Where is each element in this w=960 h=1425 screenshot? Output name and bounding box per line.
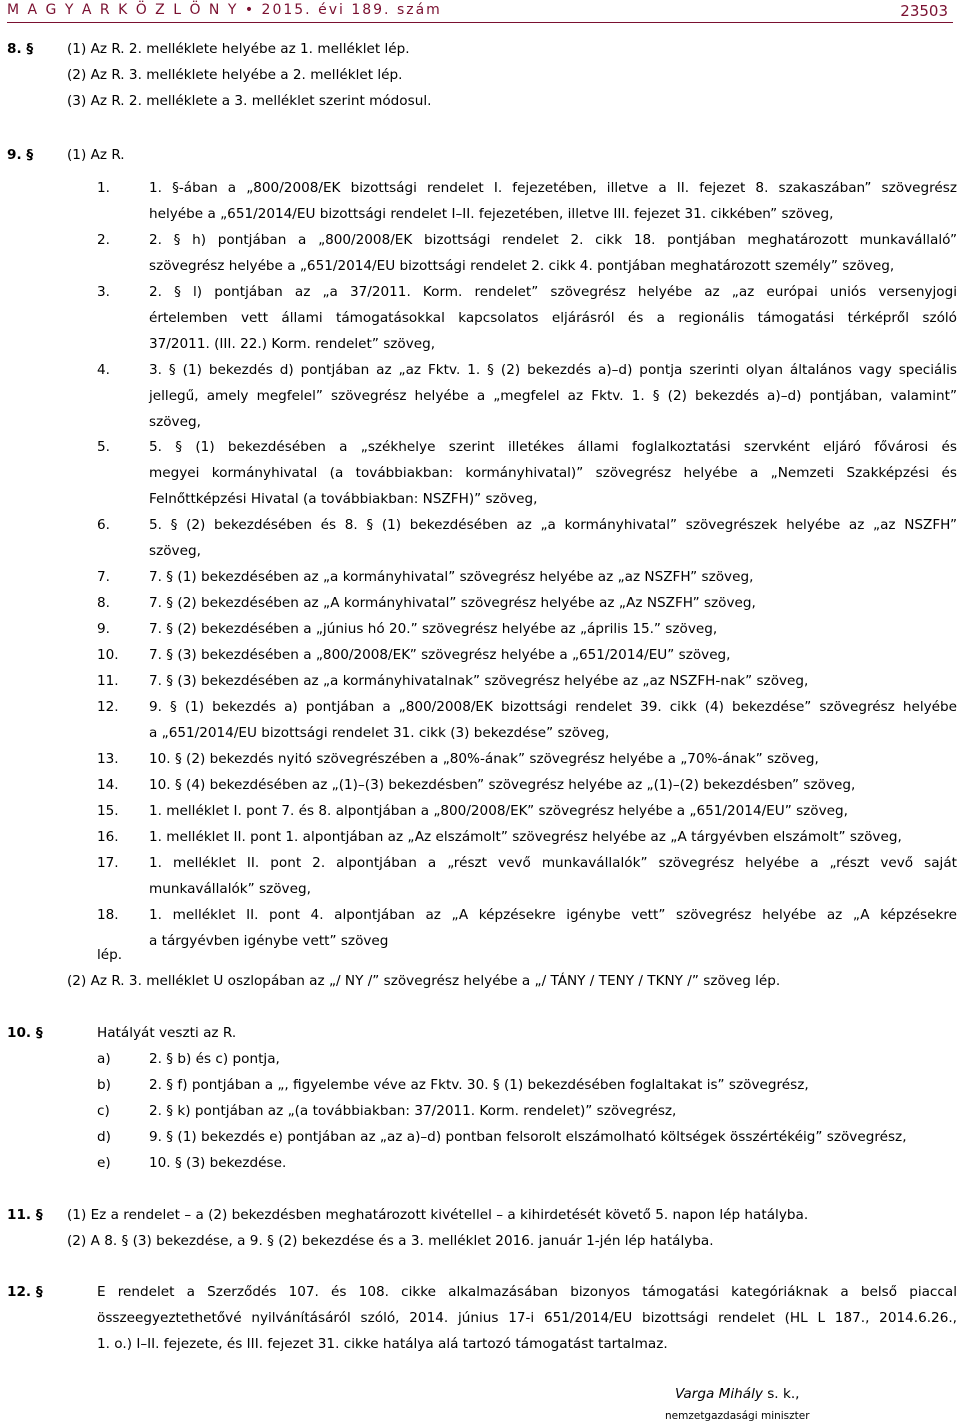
section-9-item-text: 7. § (2) bekezdésében a „június hó 20.” szövegrész helyébe az „április 15.” szöveg, [149, 621, 718, 637]
section-9-item-text: szöveg, [149, 414, 201, 430]
section-12-line-3: 1. o.) I–II. fejezete, és III. fejezet 31. cikke hatálya alá tartozó támogatást tartalmaz. [97, 1336, 668, 1352]
section-10-item-text: 2. § b) és c) pontja, [149, 1051, 280, 1067]
section-9-item-number: 15. [97, 803, 119, 819]
section-9-item-text: értelemben vett állami támogatásokkal kapcsolatos eljárásról és a regionális támogatási térképről szóló [149, 310, 957, 326]
section-9-item-number: 16. [97, 829, 119, 845]
section-10-item-letter: a) [97, 1051, 111, 1067]
page-header [0, 0, 960, 26]
section-9-item-number: 4. [97, 362, 110, 378]
section-9-item-number: 18. [97, 907, 119, 923]
section-9-item-number: 17. [97, 855, 119, 871]
section-9-item-text: 7. § (2) bekezdésében az „A kormányhivatal” szövegrész helyébe az „Az NSZFH” szöveg, [149, 595, 756, 611]
signatory-title: nemzetgazdasági miniszter [665, 1410, 810, 1422]
section-10-item-text: 9. § (1) bekezdés e) pontjában az „az a)–d) pontban felsorolt elszámolható költségek összértékéig” szövegrész, [149, 1129, 907, 1145]
section-11-number: 11. § [7, 1207, 43, 1223]
signature-name [675, 1386, 799, 1402]
section-9-item-text: 3. § (1) bekezdés d) pontjában az „az Fktv. 1. § (2) bekezdés a)–d) pontja szerinti olyan általános vagy speciális [149, 362, 957, 378]
section-9-item-number: 6. [97, 517, 110, 533]
section-9-item-text: a „651/2014/EU bizottsági rendelet 31. cikk (3) bekezdése” szöveg, [149, 725, 610, 741]
section-9-item-text: 10. § (4) bekezdésében az „(1)–(3) bekezdésben” szövegrész helyébe az „(1)–(2) bekezdésben” szöveg, [149, 777, 856, 793]
section-10-number: 10. § [7, 1025, 43, 1041]
section-9-item-text: helyébe a „651/2014/EU bizottsági rendelet I–II. fejezetében, illetve III. fejezet 31. cikkében” szöveg, [149, 206, 834, 222]
section-9-item-text: 37/2011. (III. 22.) Korm. rendelet” szöveg, [149, 336, 436, 352]
header-divider [7, 22, 953, 23]
section-9-item-number: 1. [97, 180, 110, 196]
section-9-item-text: 7. § (1) bekezdésében az „a kormányhivatal” szövegrész helyébe az „az NSZFH” szöveg, [149, 569, 754, 585]
section-9-item-text: 9. § (1) bekezdés a) pontjában a „800/2008/EK bizottsági rendelet 39. cikk (4) bekezdése” szövegrész helyébe [149, 699, 957, 715]
section-9-closing: lép. [97, 947, 123, 963]
section-10-item-text: 10. § (3) bekezdése. [149, 1155, 287, 1171]
publication-title: M A G Y A R K Ö Z L Ö N Y • 2015. évi 189. szám [7, 2, 442, 18]
section-9-item-number: 2. [97, 232, 110, 248]
section-9-item-text: 2. § l) pontjában az „a 37/2011. Korm. rendelet” szövegrész helyébe az „az európai uniós versenyjogi [149, 284, 957, 300]
section-9-item-text: 1. melléklet II. pont 2. alpontjában a „részt vevő munkavállalók” szövegrész helyébe a „részt vevő saját [149, 855, 957, 871]
section-12-number: 12. § [7, 1284, 43, 1300]
section-12-line-1: E rendelet a Szerződés 107. és 108. cikke alkalmazásában bizonyos támogatási kategóriáknak a belső piaccal [97, 1284, 957, 1300]
section-9-item-text: szövegrész helyébe a „651/2014/EU bizottsági rendelet 2. cikk 4. pontjában meghatározott személy” szöveg, [149, 258, 895, 274]
section-9-item-text: a tárgyévben igénybe vett” szöveg [149, 933, 389, 949]
section-9-item-text: jellegű, amely megfelel” szövegrész helyébe a „megfelel az Fktv. 1. § (2) bekezdés a)–d) pontjában, valamint” [149, 388, 957, 404]
signatory-name: Varga Mihály [675, 1386, 763, 1402]
section-8-paragraph-3: (3) Az R. 2. melléklete a 3. melléklet szerint módosul. [67, 93, 432, 109]
section-9-item-text: megyei kormányhivatal (a továbbiakban: kormányhivatal)” szövegrész helyébe a „Nemzeti Szakképzési és [149, 465, 957, 481]
section-9-item-text: 10. § (2) bekezdés nyitó szövegrészében a „80%-ának” szövegrész helyébe a „70%-ának” szöveg, [149, 751, 819, 767]
section-10-item-letter: c) [97, 1103, 110, 1119]
page-number: 23503 [900, 2, 948, 20]
section-9-item-text: szöveg, [149, 543, 201, 559]
section-9-item-number: 8. [97, 595, 110, 611]
section-9-item-text: 1. melléklet II. pont 4. alpontjában az „A képzésekre igénybe vett” szövegrész helyébe az „A képzésekre [149, 907, 957, 923]
section-9-item-text: 5. § (1) bekezdésében a „székhelye szerint illetékes állami foglalkoztatási szervként eljáró fővárosi és [149, 439, 957, 455]
signature-suffix: s. k., [762, 1386, 800, 1402]
section-9-item-text: 1. melléklet II. pont 1. alpontjában az „Az elszámolt” szövegrész helyébe az „A tárgyévben elszámolt” szöveg, [149, 829, 902, 845]
section-9-item-text: munkavállalók” szöveg, [149, 881, 311, 897]
section-9-item-text: Felnőttképzési Hivatal (a továbbiakban: NSZFH)” szöveg, [149, 491, 538, 507]
section-10-item-text: 2. § f) pontjában a „, figyelembe véve az Fktv. 30. § (1) bekezdésében foglaltakat is” szövegrész, [149, 1077, 809, 1093]
section-11-paragraph-1: (1) Ez a rendelet – a (2) bekezdésben meghatározott kivétellel – a kihirdetését követő 5. napon lép hatályba. [67, 1207, 809, 1223]
section-9-item-text: 7. § (3) bekezdésében a „800/2008/EK” szövegrész helyébe a „651/2014/EU” szöveg, [149, 647, 731, 663]
section-9-item-number: 12. [97, 699, 119, 715]
section-9-item-number: 11. [97, 673, 119, 689]
section-10-item-letter: b) [97, 1077, 111, 1093]
section-9-paragraph-2: (2) Az R. 3. melléklet U oszlopában az „/ NY /” szövegrész helyébe a „/ TÁNY / TENY / TKNY /” szöveg lép. [67, 973, 781, 989]
section-9-item-number: 9. [97, 621, 110, 637]
section-10-item-letter: e) [97, 1155, 111, 1171]
section-9-item-text: 2. § h) pontjában a „800/2008/EK bizottsági rendelet 2. cikk 18. pontjában meghatározott munkavállaló” [149, 232, 957, 248]
section-9-item-number: 10. [97, 647, 119, 663]
section-9-item-number: 14. [97, 777, 119, 793]
section-9-item-text: 5. § (2) bekezdésében és 8. § (1) bekezdésében az „a kormányhivatal” szövegrészek helyébe az „az NSZFH” [149, 517, 957, 533]
section-10-intro: Hatályát veszti az R. [97, 1025, 237, 1041]
section-8-paragraph-2: (2) Az R. 3. melléklete helyébe a 2. melléklet lép. [67, 67, 403, 83]
section-9-item-number: 13. [97, 751, 119, 767]
section-9-item-number: 5. [97, 439, 110, 455]
section-9-item-text: 1. melléklet I. pont 7. és 8. alpontjában a „800/2008/EK” szövegrész helyébe a „651/2014/EU” szöveg, [149, 803, 848, 819]
section-10-item-text: 2. § k) pontjában az „(a továbbiakban: 37/2011. Korm. rendelet)” szövegrész, [149, 1103, 677, 1119]
section-9-item-number: 3. [97, 284, 110, 300]
section-8-paragraph-1: (1) Az R. 2. melléklete helyébe az 1. melléklet lép. [67, 41, 410, 57]
section-11-paragraph-2: (2) A 8. § (3) bekezdése, a 9. § (2) bekezdése és a 3. melléklet 2016. január 1-jén lép hatályba. [67, 1233, 714, 1249]
section-9-intro: (1) Az R. [67, 147, 125, 163]
section-9-number: 9. § [7, 147, 34, 163]
section-10-item-letter: d) [97, 1129, 111, 1145]
section-8-number: 8. § [7, 41, 34, 57]
section-9-item-number: 7. [97, 569, 110, 585]
section-12-line-2: összeegyeztethetővé nyilvánításáról szóló, 2014. június 17-i 651/2014/EU bizottsági rendelet (HL L 187., 2014.6.26., [97, 1310, 957, 1326]
section-9-item-text: 1. §-ában a „800/2008/EK bizottsági rendelet I. fejezetében, illetve a II. fejezet 8. szakaszában” szövegrész [149, 180, 957, 196]
section-9-item-text: 7. § (3) bekezdésében az „a kormányhivatalnak” szövegrész helyébe az „az NSZFH-nak” szöveg, [149, 673, 809, 689]
